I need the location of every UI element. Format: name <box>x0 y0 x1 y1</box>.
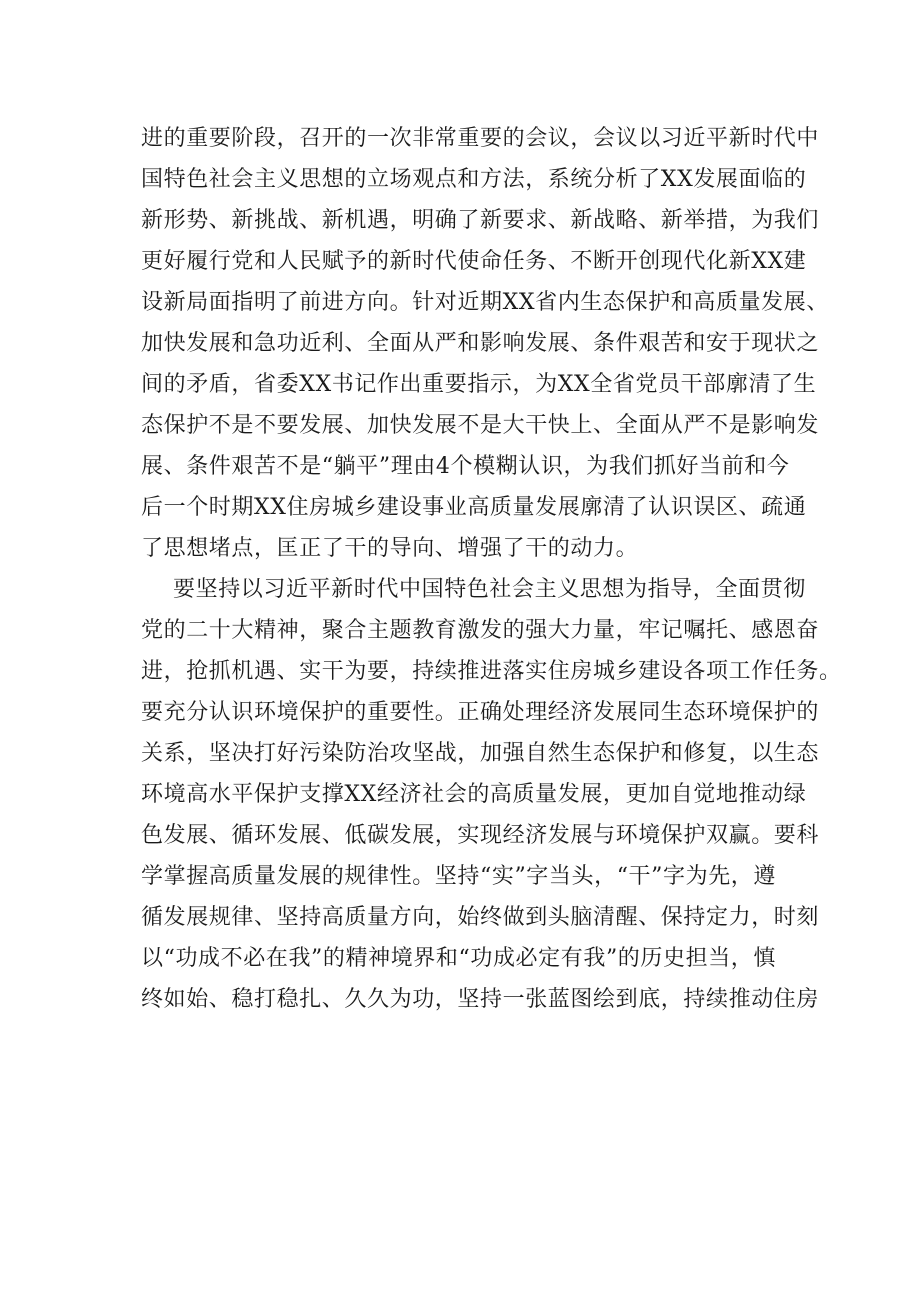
text-line: 设新局面指明了前进方向。针对近期XX省内生态保护和高质量发展、 <box>141 290 829 315</box>
text-line: 进，抢抓机遇、实干为要，持续推进落实住房城乡建设各项工作任务。 <box>141 659 842 684</box>
text-line: 党的二十大精神，聚合主题教育激发的强大力量，牢记嘱托、感恩奋 <box>141 618 820 643</box>
text-line: 了思想堵点，匡正了干的导向、增强了干的动力。 <box>141 536 639 561</box>
text-line: 国特色社会主义思想的立场观点和方法，系统分析了XX发展面临的 <box>141 167 807 192</box>
text-line: 以“功成不必在我”的精神境界和“功成必定有我”的历史担当，慎 <box>141 946 776 971</box>
paragraph-start-line: 要坚持以习近平新时代中国特色社会主义思想为指导，全面贯彻 <box>173 577 806 602</box>
text-line: 展、条件艰苦不是“躺平”理由4个模糊认识，为我们抓好当前和今 <box>141 454 790 479</box>
text-line: 后一个时期XX住房城乡建设事业高质量发展廓清了认识误区、疏通 <box>141 495 807 520</box>
text-line: 进的重要阶段，召开的一次非常重要的会议，会议以习近平新时代中 <box>141 126 820 151</box>
text-line: 关系，坚决打好污染防治攻坚战，加强自然生态保护和修复，以生态 <box>141 741 820 766</box>
text-line: 循发展规律、坚持高质量方向，始终做到头脑清醒、保持定力，时刻 <box>141 905 820 930</box>
text-line: 间的矛盾，省委XX书记作出重要指示，为XX全省党员干部廓清了生 <box>141 372 817 397</box>
body-text <box>141 118 842 1020</box>
text-line: 更好履行党和人民赋予的新时代使命任务、不断开创现代化新XX建 <box>141 249 807 274</box>
text-line: 终如始、稳打稳扎、久久为功，坚持一张蓝图绘到底，持续推动住房 <box>141 987 820 1012</box>
text-line: 要充分认识环境保护的重要性。正确处理经济发展同生态环境保护的 <box>141 700 820 725</box>
text-line: 态保护不是不要发展、加快发展不是大干快上、全面从严不是影响发 <box>141 413 820 438</box>
text-line: 学掌握高质量发展的规律性。坚持“实”字当头，“干”字为先，遵 <box>141 864 776 889</box>
text-line: 色发展、循环发展、低碳发展，实现经济发展与环境保护双赢。要科 <box>141 823 820 848</box>
text-line: 环境高水平保护支撑XX经济社会的高质量发展，更加自觉地推动绿 <box>141 782 807 807</box>
text-line: 加快发展和急功近利、全面从严和影响发展、条件艰苦和安于现状之 <box>141 331 820 356</box>
text-line: 新形势、新挑战、新机遇，明确了新要求、新战略、新举措，为我们 <box>141 208 820 233</box>
